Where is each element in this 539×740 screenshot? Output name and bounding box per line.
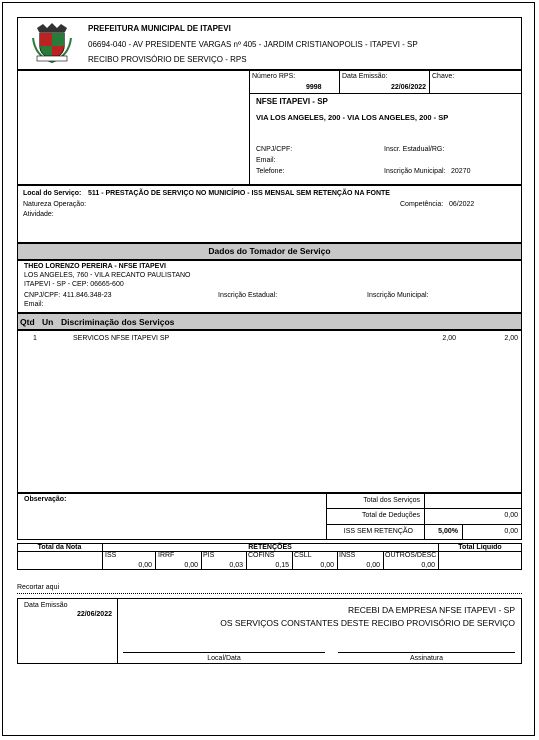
rps-number-label: Número RPS: (252, 73, 296, 80)
customer-city-reg-label: Inscrição Municipal: (367, 292, 429, 299)
prefeitura-address: 06694-040 - AV PRESIDENTE VARGAS nº 405 - JARDIM CRISTIANOPOLIS - ITAPEVI - SP (88, 40, 418, 49)
provider-city-reg-label: Inscrição Municipal: (384, 168, 446, 175)
cut-line (17, 593, 522, 594)
receipt-date-label: Data Emissão (24, 602, 68, 609)
withholding-label: ISS (105, 552, 117, 559)
receipt-services-text: OS SERVIÇOS CONSTANTES DESTE RECIBO PROVISÓRIO DE SERVIÇO (220, 618, 515, 628)
activity-label: Atividade: (23, 211, 54, 218)
competence-label: Competência: (400, 201, 444, 208)
item-qty: 1 (33, 335, 37, 342)
item-total-value: 2,00 (504, 335, 518, 342)
emission-date: 22/06/2022 (391, 84, 427, 91)
signature-label: Assinatura (409, 655, 444, 662)
divider (339, 70, 340, 93)
withholding-value: 0,00 (320, 562, 334, 569)
customer-state-reg-label: Inscrição Estadual: (218, 292, 278, 299)
divider (201, 551, 202, 570)
unit-header: Un (42, 317, 54, 327)
withholding-value: 0,00 (184, 562, 198, 569)
services-box (17, 330, 522, 493)
place-date-label: Local/Data (207, 655, 241, 662)
withholding-label: IRRF (158, 552, 175, 559)
iss-label: ISS SEM RETENÇÃO (343, 528, 413, 535)
divider (249, 70, 250, 185)
cut-here-label: Recortar aqui (17, 584, 60, 591)
total-deductions-label: Total de Deduções (362, 512, 420, 519)
competence: 06/2022 (449, 201, 475, 208)
operation-nature-label: Natureza Operação: (23, 201, 87, 208)
item-unit-value: 2,00 (442, 335, 456, 342)
provider-phone-label: Telefone: (256, 168, 285, 175)
withholding-label: CSLL (294, 552, 312, 559)
services-title: Discriminação dos Serviços (61, 317, 175, 327)
document-title: RECIBO PROVISÓRIO DE SERVIÇO - RPS (88, 55, 247, 64)
iss-rate: 5,00% (438, 528, 458, 535)
provider-address: VIA LOS ANGELES, 200 - VIA LOS ANGELES, 200 - SP (256, 113, 449, 122)
iss-value: 0,00 (504, 528, 518, 535)
provider-email-label: Email: (256, 157, 276, 164)
divider (429, 70, 430, 93)
customer-title: Dados do Tomador de Serviço (208, 246, 331, 256)
receipt-date: 22/06/2022 (76, 611, 112, 618)
customer-cnpj: 411.846.348-23 (63, 292, 112, 299)
withholdings-title: RETENÇÕES (248, 544, 292, 551)
prefeitura-name: PREFEITURA MUNICIPAL DE ITAPEVI (88, 24, 231, 33)
withholding-value: 0,00 (138, 562, 152, 569)
total-services-label: Total dos Serviços (363, 497, 420, 504)
divider (337, 551, 338, 570)
customer-address: LOS ANGELES, 760 - VILA RECANTO PAULISTANO (24, 272, 191, 279)
divider (326, 508, 522, 509)
provider-cnpj-label: CNPJ/CPF: (256, 146, 293, 153)
withholding-value: 0,03 (229, 562, 243, 569)
divider (462, 524, 463, 540)
divider (249, 93, 522, 94)
coat-of-arms-icon (31, 22, 73, 64)
net-total-label: Total Líquido (458, 544, 502, 551)
divider (383, 551, 384, 570)
customer-cnpj-label: CNPJ/CPF: (24, 292, 61, 299)
signature-line (338, 652, 515, 653)
total-note-label: Total da Nota (37, 544, 82, 551)
withholding-value: 0,00 (366, 562, 380, 569)
provider-name: NFSE ITAPEVI - SP (256, 97, 328, 106)
withholding-label: OUTROS/DESC (385, 552, 437, 559)
divider (246, 551, 247, 570)
customer-city: ITAPEVI - SP - CEP: 06665-600 (24, 281, 124, 288)
withholding-label: INSS (339, 552, 356, 559)
withholding-label: PIS (203, 552, 215, 559)
withholding-value: 0,00 (421, 562, 435, 569)
observation-label: Observação: (24, 496, 67, 503)
place-date-line (123, 652, 325, 653)
service-location-label: Local do Serviço: (23, 190, 82, 197)
customer-name: THEO LORENZO PEREIRA - NFSE ITAPEVI (24, 263, 166, 270)
provider-city-reg: 20270 (451, 168, 471, 175)
receipt-received-from: RECEBI DA EMPRESA NFSE ITAPEVI - SP (347, 605, 515, 615)
withholding-label: COFINS (248, 552, 275, 559)
provider-state-reg-label: Inscr. Estadual/RG: (384, 146, 445, 153)
customer-email-label: Email: (24, 301, 44, 308)
rps-number: 9998 (306, 84, 322, 91)
emission-date-label: Data Emissão: (342, 73, 388, 80)
key-label: Chave: (432, 73, 455, 80)
divider (155, 551, 156, 570)
divider (292, 551, 293, 570)
qty-header: Qtd (20, 317, 35, 327)
service-location: 511 - PRESTAÇÃO DE SERVIÇO NO MUNICÍPIO - ISS MENSAL SEM RETENÇÃO NA FONTE (88, 190, 390, 197)
total-deductions: 0,00 (504, 512, 518, 519)
item-description: SERVICOS NFSE ITAPEVI SP (73, 335, 170, 342)
withholding-value: 0,15 (275, 562, 289, 569)
divider (326, 524, 522, 525)
